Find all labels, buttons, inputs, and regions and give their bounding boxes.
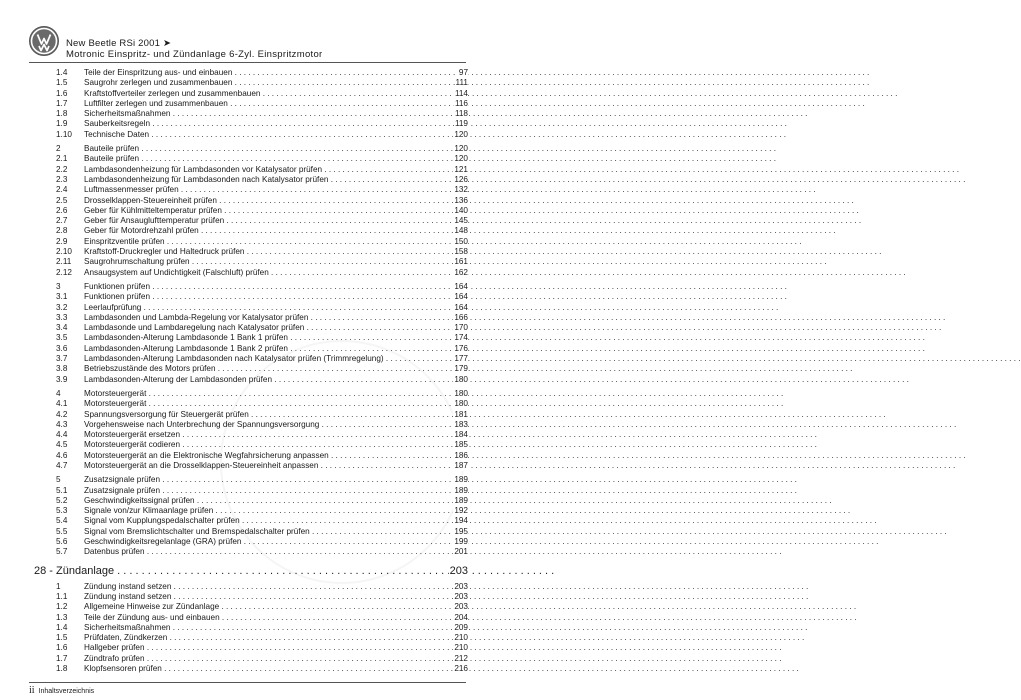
toc-entry-number: 2.12: [56, 267, 72, 277]
toc-entry-title: Lambdasonden-Alterung Lambdasonden nach Katalysator prüfen (Trimmregelung) . . .: [84, 354, 468, 364]
toc-entry-number: 3.6: [56, 343, 68, 353]
toc-entry-number: 2.7: [56, 216, 68, 226]
toc-entry-number: 3.4: [56, 323, 68, 333]
toc-entry-number: 5.7: [56, 547, 68, 557]
toc-entry-number: 3.7: [56, 354, 68, 364]
chapter-title: 28 - Zündanlage . . .: [34, 563, 468, 579]
toc-entry[interactable]: [56, 440, 468, 450]
toc-entry-title: Motorsteuergerät . . .: [84, 399, 468, 409]
toc-entry[interactable]: [56, 420, 468, 430]
toc-entry[interactable]: [56, 410, 468, 420]
toc-entry-title: Ansaugsystem auf Undichtigkeit (Falschluft) prüfen . . .: [84, 268, 468, 278]
toc-entry[interactable]: [56, 582, 468, 592]
toc-entry-title: Sicherheitsmaßnahmen . . .: [84, 109, 468, 119]
toc-entry-page: 179: [454, 364, 468, 374]
toc-entry-page: 120: [454, 129, 468, 139]
toc-entry-title: Betriebszustände des Motors prüfen . . .: [84, 364, 468, 374]
toc-entry[interactable]: [56, 247, 468, 257]
toc-entry-page: 97: [458, 68, 468, 77]
toc-group: [56, 144, 468, 278]
toc-entry-page: 189: [454, 495, 468, 505]
toc-entry-title: Geschwindigkeitsregelanlage (GRA) prüfen . . .: [84, 537, 468, 547]
toc-entry-title: Signal vom Kupplungspedalschalter prüfen . . .: [84, 516, 468, 526]
toc-entry-title: Spannungsversorgung für Steuergerät prüfen . . .: [84, 410, 468, 420]
toc-entry-title: Allgemeine Hinweise zur Zündanlage . . .: [84, 602, 468, 612]
toc-entry-page: 126: [454, 174, 468, 184]
toc-entry-number: 5.6: [56, 537, 68, 547]
toc-entry-title: Funktionen prüfen . . .: [84, 282, 468, 292]
toc-entry-title: Leerlaufprüfung . . .: [84, 303, 468, 313]
toc-entry-number: 3.8: [56, 364, 68, 374]
toc-entry[interactable]: [56, 99, 468, 109]
toc-entry-title: Lambdasonde und Lambdaregelung nach Katalysator prüfen . . .: [84, 323, 468, 333]
toc-entry-title: Zusatzsignale prüfen . . .: [84, 475, 468, 485]
toc-entry-title: Geber für Kühlmitteltemperatur prüfen . . .: [84, 206, 468, 216]
toc-entry-title: Motorsteuergerät . . .: [84, 389, 468, 399]
toc-entry-number: 3.1: [56, 292, 68, 302]
header-title-line1: New Beetle RSi 2001 ➤: [66, 38, 172, 49]
toc-entry-page: 132: [454, 185, 468, 195]
toc-entry[interactable]: [56, 333, 468, 343]
toc-entry-number: 1.5: [56, 633, 68, 643]
toc-entry-number: 1.7: [56, 653, 68, 663]
toc-entry-title: Motorsteuergerät codieren . . .: [84, 440, 468, 450]
toc-entry-page: 195: [454, 526, 468, 536]
toc-entry-number: 4: [56, 388, 61, 398]
toc-entry-title: Geber für Ansauglufttemperatur prüfen . . .: [84, 216, 468, 226]
toc-entry-number: 4.6: [56, 450, 68, 460]
toc-group: [56, 582, 468, 675]
toc-entry-number: 1: [56, 581, 61, 591]
toc-entry-number: 4.3: [56, 419, 68, 429]
toc-entry-number: 2.10: [56, 247, 72, 257]
toc-entry-page: 183: [454, 419, 468, 429]
toc-entry-page: 176: [454, 343, 468, 353]
toc-entry-title: Lambdasondenheizung für Lambdasonden vor Katalysator prüfen . . .: [84, 165, 468, 175]
toc-entry-page: 212: [454, 653, 468, 663]
toc-entry[interactable]: [56, 154, 468, 164]
toc-entry-number: 5.4: [56, 516, 68, 526]
toc-entry-page: 150: [454, 236, 468, 246]
toc-entry-page: 180: [454, 374, 468, 384]
toc-entry-number: 5.1: [56, 485, 68, 495]
toc-entry-page: 148: [454, 226, 468, 236]
toc-entry-page: 140: [454, 205, 468, 215]
toc-entry[interactable]: [56, 303, 468, 313]
toc-entry-number: 1.1: [56, 591, 68, 601]
toc-entry-page: 118: [454, 109, 468, 119]
toc-entry-title: Luftmassenmesser prüfen . . .: [84, 185, 468, 195]
toc-entry-number: 1.6: [56, 88, 68, 98]
toc-entry-page: 164: [454, 292, 468, 302]
toc-entry-page: 120: [454, 144, 468, 154]
toc-entry-title: Kraftstoff-Druckregler und Haltedruck prüfen . . .: [84, 247, 468, 257]
toc-entry[interactable]: [56, 226, 468, 236]
toc-entry[interactable]: [56, 78, 468, 88]
toc-entry[interactable]: [56, 451, 468, 461]
vw-logo-icon: [29, 26, 59, 56]
toc-entry-number: 5.2: [56, 495, 68, 505]
toc-entry[interactable]: [56, 633, 468, 643]
toc-entry[interactable]: [56, 547, 468, 557]
toc-entry[interactable]: [56, 506, 468, 516]
toc-entry-number: 1.4: [56, 622, 68, 632]
toc-entry-title: Zündung instand setzen . . .: [84, 592, 468, 602]
toc-entry-page: 194: [454, 516, 468, 526]
toc-entry-page: 136: [454, 195, 468, 205]
toc-group: [56, 475, 468, 557]
toc-entry-page: 181: [454, 409, 468, 419]
toc-entry-page: 203: [454, 591, 468, 601]
toc-entry-page: 210: [454, 633, 468, 643]
toc-entry[interactable]: [56, 430, 468, 440]
toc-entry[interactable]: [56, 344, 468, 354]
toc-entry[interactable]: [56, 185, 468, 195]
toc-entry[interactable]: [56, 130, 468, 140]
toc-entry-number: 2.9: [56, 236, 68, 246]
toc-entry-page: 186: [454, 450, 468, 460]
toc-entry-number: 1.8: [56, 664, 68, 674]
toc-entry-number: 5: [56, 475, 61, 485]
page-header: [0, 0, 495, 60]
toc-entry-title: Lambdasonden und Lambda-Regelung vor Katalysator prüfen . . .: [84, 313, 468, 323]
toc-entry-page: 199: [454, 537, 468, 547]
toc-entry-number: 4.1: [56, 399, 68, 409]
toc-entry-page: 166: [454, 312, 468, 322]
toc-entry[interactable]: [56, 592, 468, 602]
toc-entry-page: 119: [454, 119, 468, 129]
toc-entry-page: 184: [454, 430, 468, 440]
toc-entry-page: 203: [454, 581, 468, 591]
toc-entry-page: 158: [454, 247, 468, 257]
toc-entry[interactable]: [56, 643, 468, 653]
toc-entry-number: 1.8: [56, 109, 68, 119]
toc-entry[interactable]: [56, 461, 468, 471]
toc-entry[interactable]: [56, 165, 468, 175]
toc-entry-title: Teile der Zündung aus- und einbauen . . .: [84, 613, 468, 623]
toc-entry-title: Funktionen prüfen . . .: [84, 292, 468, 302]
toc-entry-number: 2: [56, 144, 61, 154]
toc-entry-page: 189: [454, 485, 468, 495]
toc-entry-page: 187: [454, 460, 468, 470]
toc-entry-title: Klopfsensoren prüfen . . .: [84, 664, 468, 674]
toc-entry[interactable]: [56, 257, 468, 267]
toc-entry-number: 2.4: [56, 185, 68, 195]
toc-entry-page: 164: [454, 302, 468, 312]
toc-entry[interactable]: [56, 537, 468, 547]
toc-entry-title: Bauteile prüfen . . .: [84, 154, 468, 164]
toc-entry-number: 3.3: [56, 312, 68, 322]
toc-entry[interactable]: [56, 654, 468, 664]
page-footer: [29, 686, 94, 697]
toc-entry-page: 177: [454, 354, 468, 364]
toc-entry[interactable]: [56, 486, 468, 496]
toc-entry-number: 4.5: [56, 440, 68, 450]
toc-entry-title: Teile der Einspritzung aus- und einbauen . . .: [84, 68, 468, 78]
toc-entry-number: 1.3: [56, 612, 68, 622]
toc-entry[interactable]: [56, 175, 468, 185]
toc-entry-number: 1.10: [56, 129, 72, 139]
toc-entry-title: Drosselklappen-Steuereinheit prüfen . . .: [84, 196, 468, 206]
footer-page-number: ii: [29, 685, 35, 696]
toc-entry-number: 2.3: [56, 174, 68, 184]
toc-entry-number: 1.6: [56, 643, 68, 653]
toc-entry[interactable]: [56, 292, 468, 302]
toc-entry[interactable]: [56, 313, 468, 323]
header-title-line2: Motronic Einspritz- und Zündanlage 6-Zyl. Einspritzmotor: [66, 49, 323, 60]
toc-entry-title: Motorsteuergerät an die Drosselklappen-Steuereinheit anpassen . . .: [84, 461, 468, 471]
toc-entry-page: 120: [454, 154, 468, 164]
table-of-contents: [34, 68, 468, 674]
toc-entry-page: 162: [454, 267, 468, 277]
footer-divider: [29, 682, 466, 683]
toc-entry-title: Motorsteuergerät ersetzen . . .: [84, 430, 468, 440]
toc-entry-page: 192: [454, 506, 468, 516]
toc-entry[interactable]: [56, 375, 468, 385]
toc-entry[interactable]: [56, 68, 468, 78]
toc-chapter-heading[interactable]: [34, 563, 468, 579]
toc-entry-title: Kraftstoffverteiler zerlegen und zusammenbauen . . .: [84, 89, 468, 99]
toc-entry-number: 2.11: [56, 257, 72, 267]
toc-entry-number: 2.1: [56, 154, 68, 164]
toc-entry-page: 121: [454, 164, 468, 174]
toc-entry-title: Luftfilter zerlegen und zusammenbauen . . .: [84, 99, 468, 109]
toc-entry-number: 1.2: [56, 602, 68, 612]
toc-entry-page: 180: [454, 399, 468, 409]
toc-entry[interactable]: [56, 364, 468, 374]
toc-entry[interactable]: [56, 109, 468, 119]
toc-entry-page: 145: [454, 216, 468, 226]
toc-entry-number: 2.6: [56, 205, 68, 215]
toc-entry[interactable]: [56, 268, 468, 278]
toc-entry-title: Lambdasondenheizung für Lambdasonden nach Katalysator prüfen . . .: [84, 175, 468, 185]
toc-entry-page: 180: [454, 388, 468, 398]
toc-entry-number: 4.7: [56, 460, 68, 470]
toc-entry-number: 1.7: [56, 98, 68, 108]
toc-entry-title: Vorgehensweise nach Unterbrechung der Spannungsversorgung . . .: [84, 420, 468, 430]
toc-entry-page: 161: [454, 257, 468, 267]
toc-entry-page: 201: [454, 547, 468, 557]
header-divider: [29, 62, 466, 63]
toc-entry-number: 4.2: [56, 409, 68, 419]
toc-entry-number: 5.3: [56, 506, 68, 516]
toc-entry-title: Technische Daten . . .: [84, 130, 468, 140]
toc-entry[interactable]: [56, 196, 468, 206]
toc-entry-title: Zündung instand setzen . . .: [84, 582, 468, 592]
toc-entry[interactable]: [56, 664, 468, 674]
toc-entry-page: 204: [454, 612, 468, 622]
toc-entry-title: Prüfdaten, Zündkerzen . . .: [84, 633, 468, 643]
toc-entry[interactable]: [56, 496, 468, 506]
toc-entry[interactable]: [56, 282, 468, 292]
toc-entry[interactable]: [56, 206, 468, 216]
toc-entry-title: Motorsteuergerät an die Elektronische Wegfahrsicherung anpassen . . .: [84, 451, 468, 461]
toc-group: [56, 68, 468, 140]
toc-entry-page: 210: [454, 643, 468, 653]
toc-entry-page: 114: [454, 88, 468, 98]
toc-entry-number: 2.5: [56, 195, 68, 205]
toc-entry-page: 216: [454, 664, 468, 674]
toc-entry-number: 1.4: [56, 68, 68, 77]
toc-entry-page: 111: [455, 78, 468, 88]
toc-entry-title: Datenbus prüfen . . .: [84, 547, 468, 557]
toc-entry[interactable]: [56, 144, 468, 154]
toc-entry-number: 3.2: [56, 302, 68, 312]
footer-label: Inhaltsverzeichnis: [38, 688, 95, 695]
toc-group: [56, 389, 468, 471]
toc-entry-number: 1.9: [56, 119, 68, 129]
toc-entry-title: Einspritzventile prüfen . . .: [84, 237, 468, 247]
toc-entry-page: 164: [454, 281, 468, 291]
toc-entry-page: 203: [454, 602, 468, 612]
toc-entry[interactable]: [56, 516, 468, 526]
toc-entry-number: 3.9: [56, 374, 68, 384]
toc-entry-title: Lambdasonden-Alterung der Lambdasonden prüfen . . .: [84, 375, 468, 385]
toc-entry-title: Bauteile prüfen . . .: [84, 144, 468, 154]
toc-entry-title: Sauberkeitsregeln . . .: [84, 119, 468, 129]
toc-entry-title: Lambdasonden-Alterung Lambdasonde 1 Bank 1 prüfen . . .: [84, 333, 468, 343]
toc-entry[interactable]: [56, 602, 468, 612]
toc-group: [56, 282, 468, 385]
toc-entry-title: Lambdasonden-Alterung Lambdasonde 1 Bank 2 prüfen . . .: [84, 344, 468, 354]
toc-entry-title: Geschwindigkeitssignal prüfen . . .: [84, 496, 468, 506]
toc-entry-title: Zusatzsignale prüfen . . .: [84, 486, 468, 496]
toc-entry-number: 3.5: [56, 333, 68, 343]
toc-entry-number: 4.4: [56, 430, 68, 440]
toc-entry-page: 170: [454, 323, 468, 333]
toc-entry[interactable]: [56, 623, 468, 633]
toc-entry[interactable]: [56, 475, 468, 485]
toc-entry-page: 189: [454, 475, 468, 485]
toc-entry-page: 116: [454, 98, 468, 108]
toc-entry[interactable]: [56, 354, 468, 364]
toc-entry[interactable]: [56, 389, 468, 399]
toc-entry[interactable]: [56, 216, 468, 226]
toc-entry[interactable]: [56, 613, 468, 623]
toc-entry-number: 5.5: [56, 526, 68, 536]
toc-entry-number: 2.8: [56, 226, 68, 236]
toc-entry-title: Zündtrafo prüfen . . .: [84, 654, 468, 664]
toc-entry-title: Hallgeber prüfen . . .: [84, 643, 468, 653]
toc-entry-page: 185: [454, 440, 468, 450]
toc-entry-number: 1.5: [56, 78, 68, 88]
toc-entry-title: Saugrohr zerlegen und zusammenbauen . . .: [84, 78, 468, 88]
toc-entry-title: Sicherheitsmaßnahmen . . .: [84, 623, 468, 633]
toc-entry-title: Signale von/zur Klimaanlage prüfen . . .: [84, 506, 468, 516]
toc-entry[interactable]: [56, 323, 468, 333]
chapter-page: 203: [449, 564, 468, 577]
toc-entry-number: 3: [56, 281, 61, 291]
toc-entry[interactable]: [56, 89, 468, 99]
toc-entry-title: Geber für Motordrehzahl prüfen . . .: [84, 226, 468, 236]
toc-entry-title: Signal vom Bremslichtschalter und Bremspedalschalter prüfen . . .: [84, 527, 468, 537]
toc-entry[interactable]: [56, 119, 468, 129]
toc-entry-page: 174: [454, 333, 468, 343]
toc-entry-page: 209: [454, 622, 468, 632]
toc-entry[interactable]: [56, 527, 468, 537]
toc-entry-title: Saugrohrumschaltung prüfen . . .: [84, 257, 468, 267]
toc-entry-number: 2.2: [56, 164, 68, 174]
toc-entry[interactable]: [56, 399, 468, 409]
toc-entry[interactable]: [56, 237, 468, 247]
